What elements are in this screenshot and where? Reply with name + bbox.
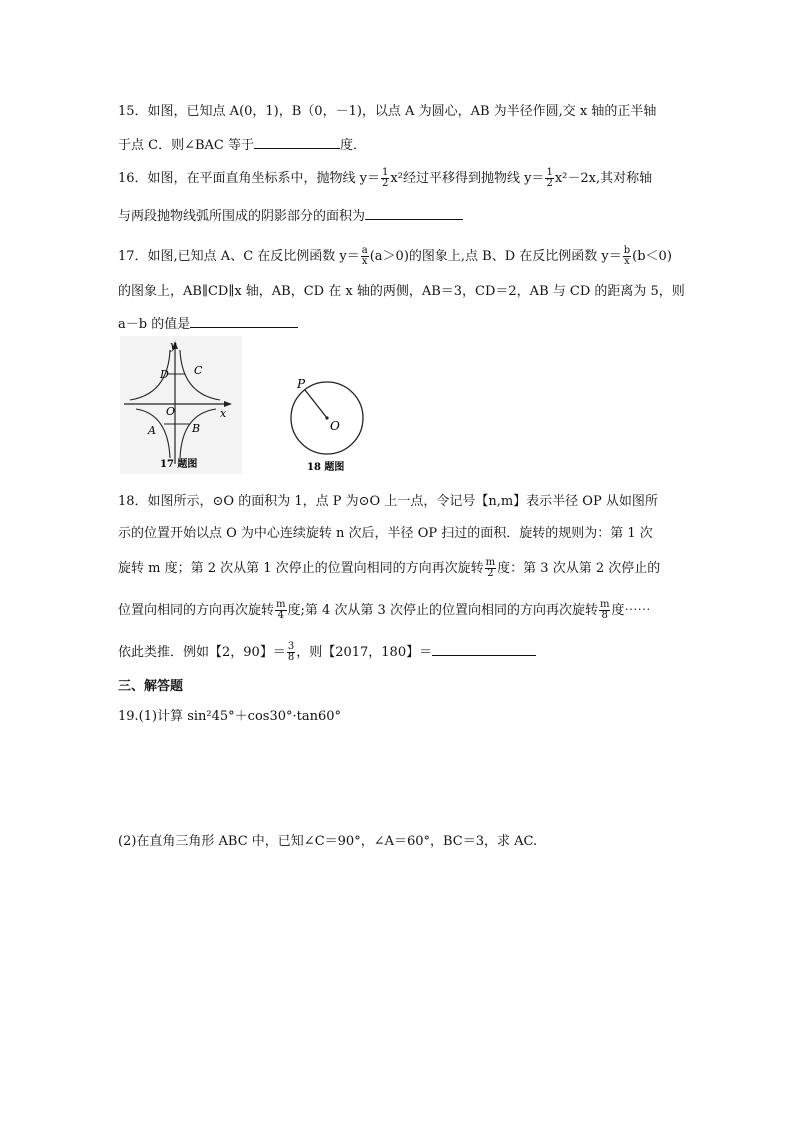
frac-num: m <box>485 557 496 568</box>
label-y: y <box>170 339 177 352</box>
q17-text-line3: a－b 的值是 <box>118 317 191 332</box>
figure-18-caption: 18 题图 <box>307 462 345 473</box>
q16-text-a: 16．如图，在平面直角坐标系中，抛物线 y＝ <box>118 171 381 186</box>
q17-answer-blank <box>190 315 298 328</box>
q18-line3 <box>118 558 660 579</box>
q15-answer-blank <box>254 136 340 149</box>
frac-den: x <box>624 256 630 267</box>
q15-line2 <box>118 136 366 154</box>
q16-line1 <box>118 168 652 189</box>
frac-num: m <box>599 599 610 610</box>
q16-answer-blank <box>365 207 463 220</box>
q18-line1: 18．如图所示，⊙O 的面积为 1，点 P 为⊙O 上一点，令记号【n,m】表示半径 OP 从如图所 <box>118 494 658 509</box>
q18-line2: 示的位置开始以点 O 为中心连续旋转 n 次后，半径 OP 扫过的面积．旋转的规则为：第 1 次 <box>118 526 653 541</box>
q16-fraction-2 <box>545 168 553 189</box>
q17-text-b: (a＞0)的图象上,点 B、D 在反比例函数 y＝ <box>369 249 622 264</box>
figure-17-graph <box>120 336 242 474</box>
frac-den: x <box>361 256 368 267</box>
label-a: A <box>148 424 156 437</box>
q17-line1 <box>118 246 672 267</box>
q18-fraction-m-over-8 <box>599 600 610 621</box>
q18-line5 <box>118 642 536 663</box>
radius-op <box>305 390 327 418</box>
frac-num: m <box>276 599 286 610</box>
frac-num: 3 <box>287 641 295 652</box>
frac-num: a <box>361 245 368 256</box>
frac-den: 2 <box>487 568 494 579</box>
frac-num: 1 <box>382 167 389 178</box>
q17-text-a: 17．如图,已知点 A、C 在反比例函数 y＝ <box>118 249 360 264</box>
label-b: B <box>192 422 201 435</box>
q15-line1: 15．如图，已知点 A(0，1)，B（0，－1)，以点 A 为圆心，AB 为半径作圆,交 x 轴的正半轴 <box>118 104 657 119</box>
q18-fraction-3-over-8 <box>287 642 295 663</box>
q18-line4 <box>118 600 650 621</box>
q18-text-f: 依此类推．例如【2，90】＝ <box>118 645 286 660</box>
q16-text-c: x²－2x,其对称轴 <box>554 171 653 186</box>
q17-fraction-a <box>361 246 369 267</box>
q18-text-c: 位置向相同的方向再次旋转 <box>118 603 275 618</box>
frac-den: 8 <box>601 610 608 621</box>
label-c: C <box>194 364 203 377</box>
q17-text-c: (b＜0) <box>632 249 672 264</box>
frac-den: 4 <box>277 610 284 621</box>
section-title: 三、解答题 <box>118 679 184 694</box>
q17-fraction-b <box>623 246 631 267</box>
frac-num: b <box>623 245 631 256</box>
label-p: P <box>297 377 306 391</box>
center-point <box>325 416 328 419</box>
label-o: O <box>330 419 340 433</box>
q18-text-a: 旋转 m 度；第 2 次从第 1 次停止的位置向相同的方向再次旋转 <box>118 561 484 576</box>
label-x: x <box>220 407 227 420</box>
q16-text-line2: 与两段抛物线弧所围成的阴影部分的面积为 <box>118 209 366 224</box>
frac-den: 8 <box>287 652 295 663</box>
q17-line3 <box>118 315 298 333</box>
q15-text-after-blank: 度． <box>340 138 367 153</box>
q16-fraction-1 <box>381 168 389 189</box>
figure-18-graph <box>283 366 373 476</box>
q18-text-g: ，则【2017，180】＝ <box>296 645 433 660</box>
q18-fraction-m-over-4 <box>275 600 286 621</box>
figure-17 <box>120 336 242 474</box>
label-d: D <box>160 368 169 381</box>
q18-text-e: 度⋯⋯ <box>611 603 651 618</box>
q18-answer-blank <box>432 643 536 656</box>
label-origin: O <box>166 405 176 418</box>
figure-18 <box>283 366 373 476</box>
q16-line2 <box>118 207 463 225</box>
frac-num: 1 <box>546 167 553 178</box>
figure-17-caption: 17 题图 <box>160 459 198 470</box>
q18-text-d: 度;第 4 次从第 3 次停止的位置向相同的方向再次旋转 <box>287 603 598 618</box>
q17-line2: 的图象上，AB∥CD∥x 轴，AB，CD 在 x 轴的两侧，AB＝3，CD＝2，AB 与 CD 的距离为 5，则 <box>118 284 685 299</box>
q15-text-before-blank: 于点 C．则∠BAC 等于 <box>118 138 254 153</box>
frac-den: 2 <box>382 178 389 189</box>
q19-part2: (2)在直角三角形 ABC 中，已知∠C＝90°，∠A＝60°，BC＝3，求 AC. <box>118 834 538 849</box>
q18-text-b: 度：第 3 次从第 2 次停止的 <box>497 561 661 576</box>
frac-den: 2 <box>546 178 553 189</box>
q18-fraction-m-over-2 <box>485 558 496 579</box>
q16-text-b: x²经过平移得到抛物线 y＝ <box>390 171 545 186</box>
q19-part1: 19.(1)计算 sin²45°＋cos30°·tan60° <box>118 709 342 724</box>
